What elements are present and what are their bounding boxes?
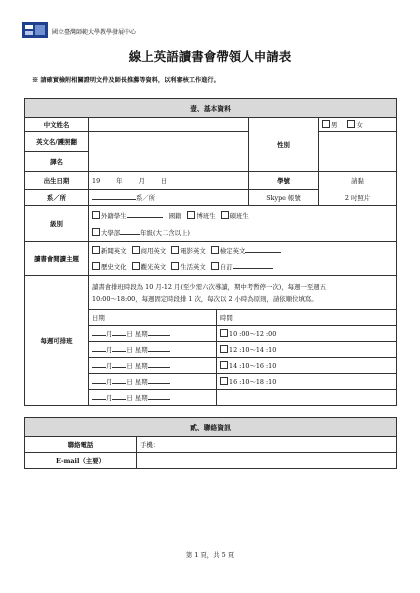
- topic-custom-label: 自訂: [219, 263, 233, 272]
- gender-female-checkbox[interactable]: [347, 120, 355, 128]
- english-name-label: 英文名/護照翻: [25, 132, 89, 152]
- topic-news-label: 新聞英文: [101, 246, 127, 255]
- date-slot-5[interactable]: 月 日 星期: [89, 390, 217, 406]
- time-3-checkbox[interactable]: [220, 361, 228, 369]
- topic-row-1: [89, 242, 397, 259]
- time-4-checkbox[interactable]: [220, 377, 228, 385]
- email-label: E-mail（主要）: [25, 453, 137, 469]
- time-2-checkbox[interactable]: [220, 345, 228, 353]
- application-form: [24, 98, 397, 469]
- birth-date-label: 出生日期: [25, 172, 89, 190]
- topic-movie-checkbox[interactable]: [171, 246, 179, 254]
- time-option-empty: [217, 390, 397, 406]
- topic-business-checkbox[interactable]: [132, 246, 140, 254]
- birth-month-unit: 月: [138, 177, 145, 185]
- time-1-label: 10 :00～12 :00: [229, 330, 277, 338]
- topic-news-checkbox[interactable]: [92, 246, 100, 254]
- birth-day-unit: 日: [160, 177, 168, 185]
- department-blank[interactable]: [92, 199, 136, 200]
- birth-year-prefix: 19: [92, 177, 101, 185]
- photo-size: 2 吋照片: [344, 193, 371, 202]
- level-master-checkbox[interactable]: [221, 211, 229, 219]
- gender-male-field[interactable]: [319, 118, 397, 132]
- birth-year-unit: 年: [116, 177, 123, 185]
- level-phd-label: 博班生: [196, 211, 216, 220]
- org-name: 國立臺灣師範大學教學發展中心: [52, 29, 137, 36]
- phone-field[interactable]: [137, 437, 397, 453]
- ntnu-logo-icon: [22, 22, 48, 38]
- level-row-1: [89, 206, 397, 225]
- gender-male-label: 男: [331, 121, 338, 129]
- gender-female-label: 女: [356, 121, 363, 129]
- department-unit: 系／所: [136, 194, 156, 202]
- email-field[interactable]: [137, 453, 397, 469]
- phone-label: 聯絡電話: [25, 437, 137, 453]
- photo-instruction: 請黏: [351, 176, 364, 185]
- level-foreign-label: 外籍學生: [101, 211, 127, 220]
- level-master-label: 碩班生: [229, 211, 249, 220]
- time-3-label: 14 :10～16 :10: [229, 362, 277, 370]
- topic-exam-label: 檢定英文: [219, 246, 246, 255]
- section-spacer: [25, 406, 397, 418]
- nationality-label: 國籍: [168, 211, 182, 220]
- date-slot-2[interactable]: 月 日 星期: [89, 342, 217, 358]
- department-field[interactable]: [89, 190, 249, 206]
- chinese-name-label: 中文姓名: [25, 118, 89, 132]
- chinese-name-field[interactable]: [89, 118, 249, 132]
- time-column-header: 時間: [217, 310, 397, 326]
- schedule-text-1: 讀書會排班時段為 10 月-12 月(至少需六次導讀，期中考暫停一次)，每週一至週五: [92, 282, 327, 291]
- time-option-2[interactable]: [217, 342, 397, 358]
- schedule-text-2: 10:00～18:00，每週固定時段排 1 次，每次以 2 小時為原則，請依順位填寫。: [92, 294, 318, 303]
- topic-exam-checkbox[interactable]: [211, 246, 219, 254]
- section-contact-info: 貳、聯絡資訊: [25, 418, 397, 437]
- level-phd-checkbox[interactable]: [187, 211, 195, 219]
- page-footer: 第 1 頁，共 5 頁: [185, 551, 235, 559]
- time-option-4[interactable]: [217, 374, 397, 390]
- skype-label: Skype 帳號: [249, 190, 319, 206]
- section-basic-info: 壹、基本資料: [25, 99, 397, 118]
- schedule-label: 每週可排班: [25, 276, 89, 406]
- date-slot-4[interactable]: 月 日 星期: [89, 374, 217, 390]
- level-undergrad-checkbox[interactable]: [92, 228, 100, 236]
- photo-box[interactable]: [319, 172, 397, 206]
- department-label: 系／所: [25, 190, 89, 206]
- time-4-label: 16 :10～18 :10: [229, 378, 277, 386]
- topic-custom-checkbox[interactable]: [211, 262, 219, 270]
- time-1-checkbox[interactable]: [220, 329, 228, 337]
- topic-tourism-label: 觀光英文: [140, 263, 167, 272]
- topic-row-2: [89, 259, 397, 276]
- time-2-label: 12 :10～14 :10: [229, 346, 277, 354]
- birth-date-field[interactable]: [89, 172, 249, 190]
- topic-life-checkbox[interactable]: [171, 262, 179, 270]
- schedule-instructions: [89, 276, 397, 310]
- student-id-label: 學號: [249, 172, 319, 190]
- date-column-header: 日期: [89, 310, 217, 326]
- date-slot-3[interactable]: 月 日 星期: [89, 358, 217, 374]
- english-name-label-2: 譯名: [25, 152, 89, 172]
- gender-male-checkbox[interactable]: [322, 120, 330, 128]
- level-grade-label: 年級(大二含以上): [140, 229, 190, 238]
- topic-movie-label: 電影英文: [180, 246, 206, 255]
- level-row-2: [89, 225, 397, 242]
- topic-life-label: 生活英文: [180, 263, 206, 272]
- page-title: 線上英語讀書會帶領人申請表: [128, 49, 292, 64]
- level-undergrad-label: 大學部: [101, 229, 121, 238]
- form-note: ※ 請確實檢附相關證明文件及師長推薦等資料，以利審核工作進行。: [32, 77, 220, 84]
- gender-label: 性別: [249, 118, 319, 172]
- gender-blank: [319, 132, 397, 172]
- mobile-label: 手機：: [140, 441, 160, 449]
- topic-history-label: 歷史文化: [101, 263, 127, 272]
- level-label: 級別: [25, 206, 89, 242]
- time-option-3[interactable]: [217, 358, 397, 374]
- date-slot-1[interactable]: 月 日 星期: [89, 326, 217, 342]
- english-name-field[interactable]: [89, 132, 249, 172]
- topic-label: 讀書會閱讀主題: [25, 242, 89, 276]
- topic-tourism-checkbox[interactable]: [132, 262, 140, 270]
- topic-business-label: 商用英文: [140, 246, 167, 255]
- time-option-1[interactable]: [217, 326, 397, 342]
- level-foreign-checkbox[interactable]: [92, 211, 100, 219]
- topic-history-checkbox[interactable]: [92, 262, 100, 270]
